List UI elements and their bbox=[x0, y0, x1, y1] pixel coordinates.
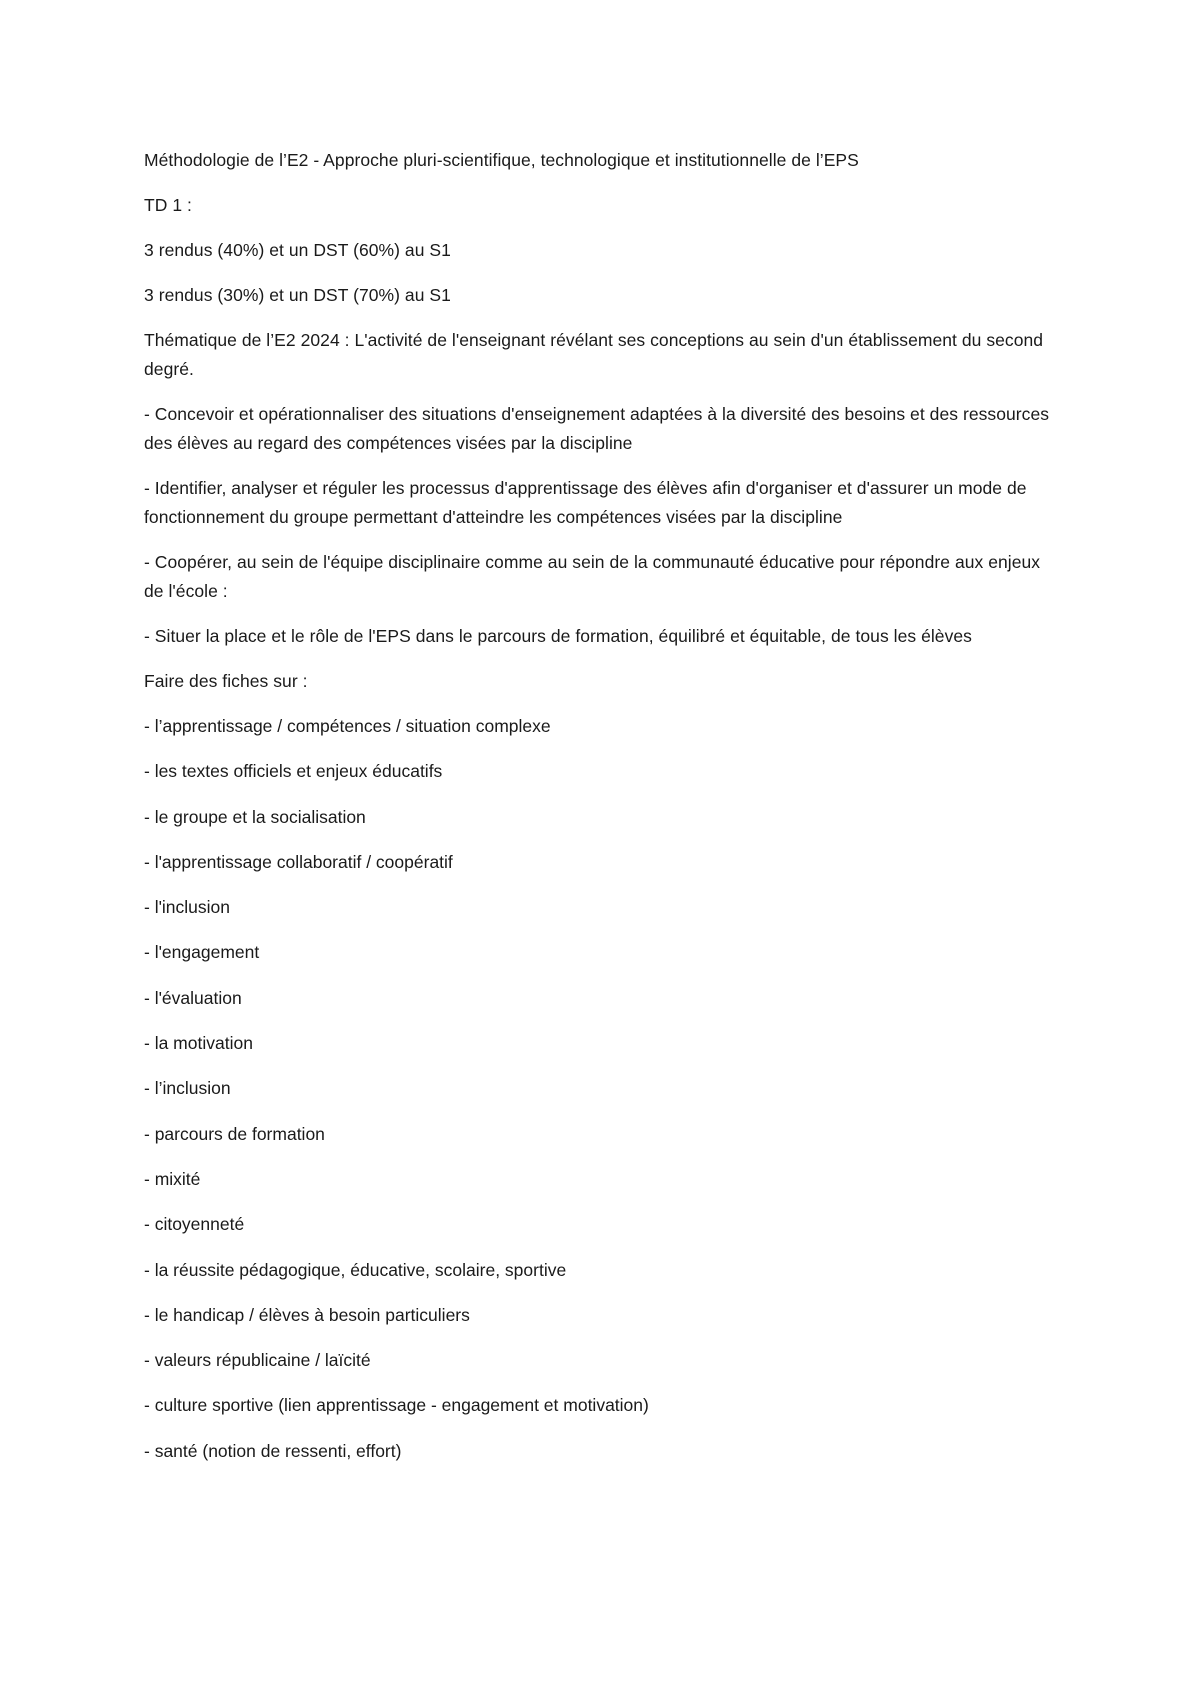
list-item: - parcours de formation bbox=[144, 1123, 325, 1144]
objective-item: - Coopérer, au sein de l'équipe disciplinaire comme au sein de la communauté éducative pour répondre aux enjeux de l'école : bbox=[144, 552, 1041, 601]
document-title: Méthodologie de l’E2 - Approche pluri-scientifique, technologique et institutionnelle de l’EPS bbox=[144, 150, 859, 170]
list-item: - l’apprentissage / compétences / situation complexe bbox=[144, 716, 551, 736]
list-item: - l'évaluation bbox=[144, 987, 242, 1008]
list-item: - citoyenneté bbox=[144, 1214, 245, 1235]
list-item: - le groupe et la socialisation bbox=[144, 806, 366, 827]
list-item: - culture sportive (lien apprentissage - engagement et motivation) bbox=[144, 1395, 649, 1416]
list-item: - valeurs républicaine / laïcité bbox=[144, 1350, 371, 1371]
list-item: - l'engagement bbox=[144, 942, 260, 963]
grading-line-1: 3 rendus (40%) et un DST (60%) au S1 bbox=[144, 240, 451, 260]
list-item: - la réussite pédagogique, éducative, scolaire, sportive bbox=[144, 1259, 567, 1280]
list-item: - santé (notion de ressenti, effort) bbox=[144, 1440, 402, 1461]
list-item: - la motivation bbox=[144, 1033, 253, 1054]
list-item: - l'apprentissage collaboratif / coopératif bbox=[144, 851, 453, 872]
td-label: TD 1 : bbox=[144, 195, 192, 215]
list-item: - le handicap / élèves à besoin particuliers bbox=[144, 1304, 470, 1325]
list-item: - l’inclusion bbox=[144, 1078, 231, 1099]
objective-item: - Concevoir et opérationnaliser des situations d'enseignement adaptées à la diversité des besoins et des ressources des élèves au regard des compétences visées par la discipline bbox=[144, 404, 1050, 453]
list-item: - mixité bbox=[144, 1168, 201, 1189]
objective-item: - Situer la place et le rôle de l'EPS dans le parcours de formation, équilibré et équitable, de tous les élèves bbox=[144, 626, 972, 646]
fiches-heading: Faire des fiches sur : bbox=[144, 671, 308, 691]
grading-line-2: 3 rendus (30%) et un DST (70%) au S1 bbox=[144, 285, 451, 305]
document-page bbox=[144, 146, 1064, 1482]
fiches-list bbox=[144, 712, 1064, 1466]
theme-paragraph: Thématique de l’E2 2024 : L'activité de l'enseignant révélant ses conceptions au sein d'un établissement du second degré. bbox=[144, 330, 1044, 379]
objective-item: - Identifier, analyser et réguler les processus d'apprentissage des élèves afin d'organiser et d'assurer un mode de fonctionnement du groupe permettant d'atteindre les compétences visées par la discipline bbox=[144, 478, 1027, 527]
list-item: - les textes officiels et enjeux éducatifs bbox=[144, 761, 443, 782]
list-item: - l'inclusion bbox=[144, 897, 231, 918]
